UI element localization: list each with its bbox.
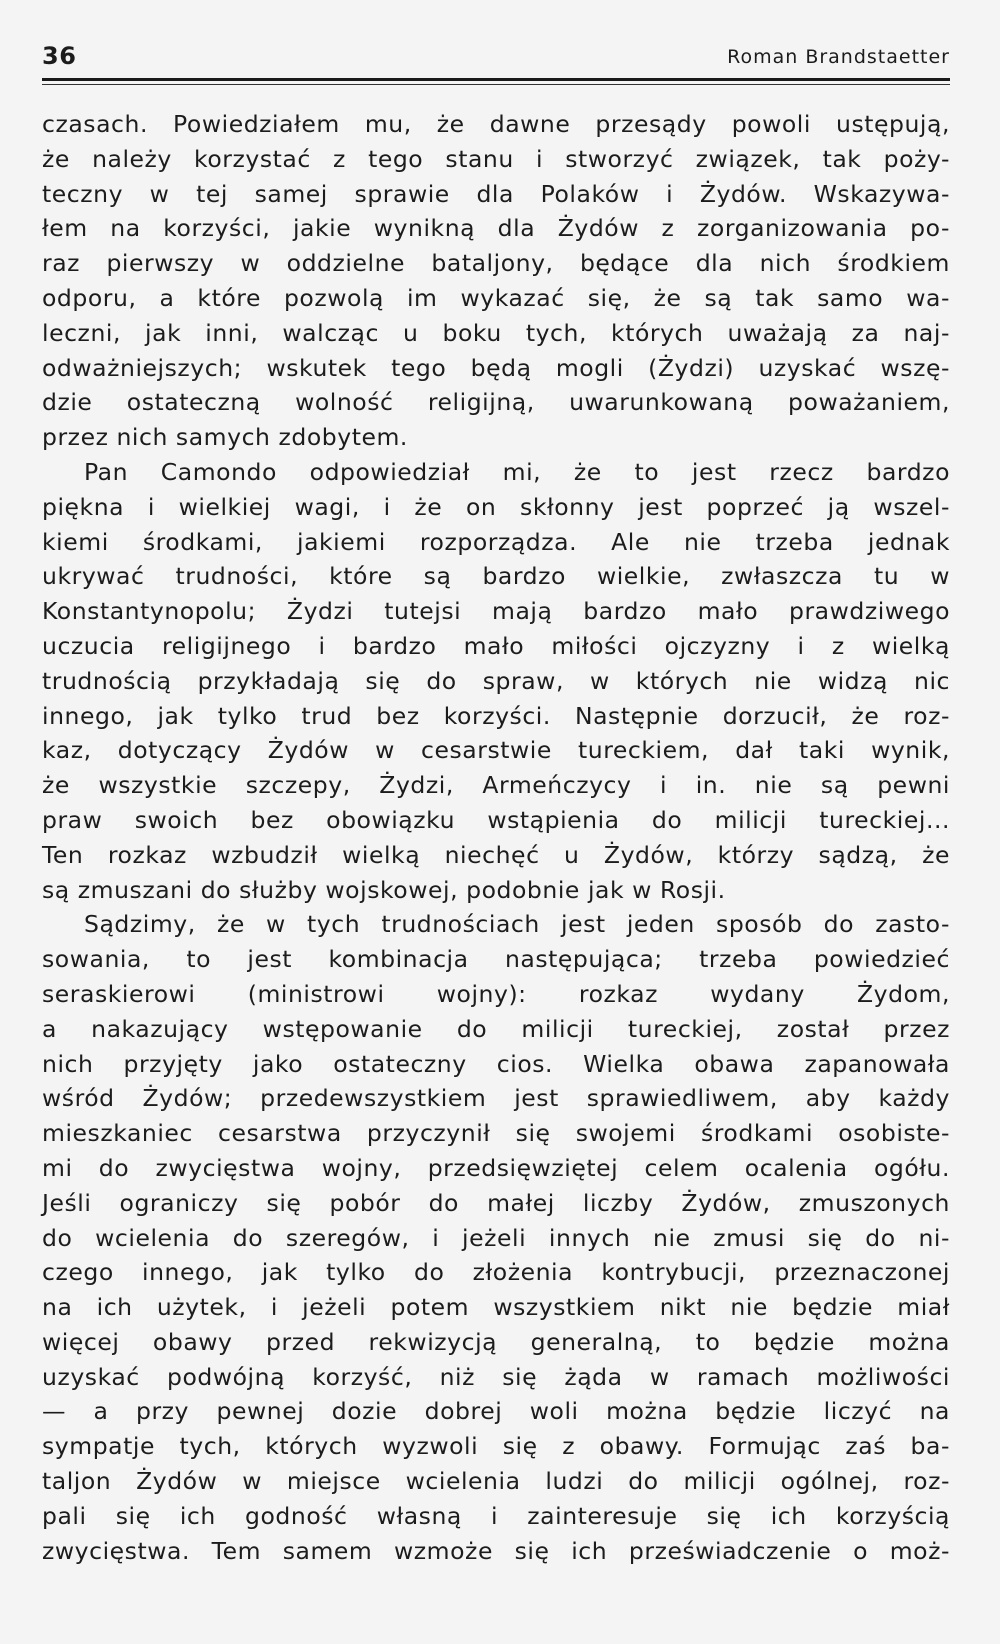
text-line: czego innego, jak tylko do złożenia kontrybucji, przeznaczonej	[42, 1258, 950, 1287]
text-line: trudnością przykładają się do spraw, w których nie widzą nic	[42, 666, 950, 695]
text-line: uzyskać podwójną korzyść, niż się żąda w ramach możliwości	[42, 1362, 950, 1391]
page-number: 36	[42, 42, 77, 70]
text-line: praw swoich bez obowiązku wstąpienia do milicji tureckiej...	[42, 805, 950, 834]
text-line: a nakazujący wstępowanie do milicji tureckiej, został przez	[42, 1014, 950, 1043]
text-line: mieszkaniec cesarstwa przyczynił się swojemi środkami osobiste-	[42, 1119, 950, 1148]
text-line: — a przy pewnej dozie dobrej woli można będzie liczyć na	[42, 1397, 950, 1426]
text-line: są zmuszani do służby wojskowej, podobnie jak w Rosji.	[42, 875, 726, 904]
text-line: Sądzimy, że w tych trudnościach jest jeden sposób do zasto-	[84, 910, 950, 939]
text-line: nich przyjęty jako ostateczny cios. Wielka obawa zapanowała	[42, 1049, 950, 1078]
body-text	[42, 107, 950, 1568]
text-line: kaz, dotyczący Żydów w cesarstwie tureckiem, dał taki wynik,	[42, 736, 950, 765]
text-line: piękna i wielkiej wagi, i że on skłonny jest poprzeć ją wszel-	[42, 492, 950, 521]
text-line: Ten rozkaz wzbudził wielką niechęć u Żydów, którzy sądzą, że	[42, 840, 950, 869]
text-line: Konstantynopolu; Żydzi tutejsi mają bardzo mało prawdziwego	[42, 597, 950, 626]
text-line: więcej obawy przed rekwizycją generalną, to będzie można	[42, 1327, 950, 1356]
text-line: leczni, jak inni, walcząc u boku tych, których uważają za naj-	[42, 318, 950, 347]
text-line: raz pierwszy w oddzielne bataljony, będące dla nich środkiem	[42, 249, 950, 278]
text-line: innego, jak tylko trud bez korzyści. Następnie dorzucił, że roz-	[42, 701, 950, 730]
text-line: czasach. Powiedziałem mu, że dawne przesądy powoli ustępują,	[42, 110, 950, 138]
text-line: dzie ostateczną wolność religijną, uwarunkowaną poważaniem,	[42, 388, 950, 417]
text-line: do wcielenia do szeregów, i jeżeli innych nie zmusi się do ni-	[42, 1223, 950, 1252]
text-line: teczny w tej samej sprawie dla Polaków i Żydów. Wskazywa-	[42, 179, 950, 208]
text-line: że wszystkie szczepy, Żydzi, Armeńczycy i in. nie są pewni	[42, 771, 950, 800]
header-rule	[42, 78, 950, 89]
text-line: seraskierowi (ministrowi wojny): rozkaz wydany Żydom,	[42, 979, 950, 1008]
running-title: Roman Brandstaetter	[727, 46, 950, 68]
text-line: przez nich samych zdobytem.	[42, 423, 408, 452]
text-line: uczucia religijnego i bardzo mało miłości ojczyzny i z wielką	[42, 631, 950, 660]
text-line: na ich użytek, i jeżeli potem wszystkiem nikt nie będzie miał	[42, 1293, 950, 1322]
text-line: pali się ich godność własną i zainteresuje się ich korzyścią	[42, 1501, 950, 1530]
text-line: Pan Camondo odpowiedział mi, że to jest rzecz bardzo	[84, 457, 950, 486]
text-line: mi do zwycięstwa wojny, przedsięwziętej celem ocalenia ogółu.	[42, 1153, 950, 1182]
text-line: wśród Żydów; przedewszystkiem jest sprawiedliwem, aby każdy	[42, 1084, 950, 1113]
text-line: że należy korzystać z tego stanu i stworzyć związek, tak poży-	[42, 144, 950, 173]
text-line: ukrywać trudności, które są bardzo wielkie, zwłaszcza tu w	[42, 562, 950, 591]
text-line: taljon Żydów w miejsce wcielenia ludzi do milicji ogólnej, roz-	[42, 1467, 950, 1496]
text-line: odporu, a które pozwolą im wykazać się, że są tak samo wa-	[42, 283, 950, 312]
text-line: sympatje tych, których wyzwoli się z obawy. Formując zaś ba-	[42, 1432, 950, 1461]
text-line: łem na korzyści, jakie wynikną dla Żydów z zorganizowania po-	[42, 214, 950, 243]
text-line: kiemi środkami, jakiemi rozporządza. Ale nie trzeba jednak	[42, 527, 950, 556]
text-line: Jeśli ograniczy się pobór do małej liczby Żydów, zmuszonych	[42, 1188, 950, 1217]
text-line: zwycięstwa. Tem samem wzmoże się ich przeświadczenie o moż-	[42, 1536, 950, 1565]
page-header	[42, 42, 950, 78]
text-line: sowania, to jest kombinacja następująca; trzeba powiedzieć	[42, 945, 950, 974]
text-line: odważniejszych; wskutek tego będą mogli (Żydzi) uzyskać wszę-	[42, 353, 950, 382]
